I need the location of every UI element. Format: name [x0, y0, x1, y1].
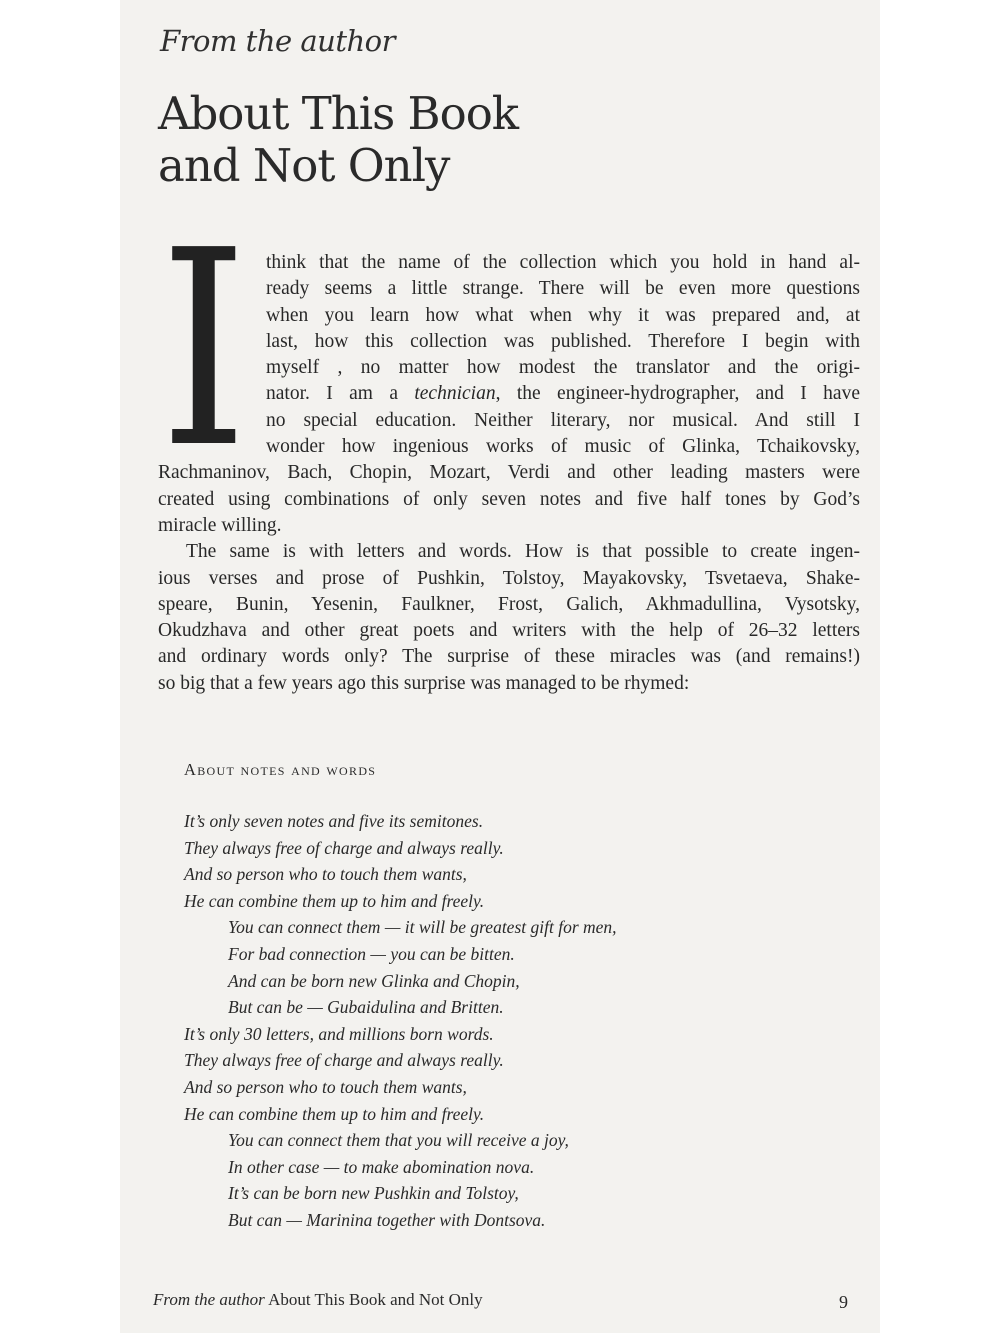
drop-cap: I — [160, 192, 248, 507]
emphasis-text: technician — [414, 383, 496, 405]
running-footer — [153, 1290, 483, 1310]
body-line: myself , no matter how modest the translator and the origi- — [266, 357, 860, 379]
body-line: miracle willing. — [158, 514, 282, 536]
poem-line: But can — Marinina together with Dontsova. — [228, 1209, 546, 1230]
body-line: Okudzhava and other great poets and writers with the help of 26–32 letters — [158, 620, 860, 642]
title-line: About This Book — [158, 87, 519, 140]
body-line: no special education. Neither literary, nor musical. And still I — [266, 409, 860, 431]
body-line: Rachmaninov, Bach, Chopin, Mozart, Verdi and other leading masters were — [158, 462, 860, 484]
footer-title: About This Book and Not Only — [268, 1290, 483, 1309]
poem-line: But can be — Gubaidulina and Britten. — [228, 997, 504, 1018]
poem-line: And so person who to touch them wants, — [184, 864, 467, 885]
body-text — [158, 250, 860, 697]
poem-line: It’s only 30 letters, and millions born words. — [184, 1023, 494, 1044]
body-segment: nator. I am a — [266, 383, 415, 405]
page-title — [158, 88, 758, 192]
poem-title: About notes and words — [184, 760, 377, 779]
body-line: when you learn how what when why it was prepared and, at — [266, 304, 860, 326]
poem-line: For bad connection — you can be bitten. — [228, 943, 515, 964]
section-kicker: From the author — [160, 24, 395, 58]
body-line: think that the name of the collection which you hold in hand al- — [266, 252, 860, 273]
title-line: and Not Only — [158, 139, 450, 192]
body-line: ready seems a little strange. There will be even more questions — [266, 278, 860, 300]
body-line — [158, 381, 860, 407]
body-line: so big that a few years ago this surprise was managed to be rhymed: — [158, 672, 690, 694]
poem-line: They always free of charge and always really. — [184, 1050, 504, 1071]
body-line: last, how this collection was published. Therefore I begin with — [266, 330, 860, 352]
poem-line: And can be born new Glinka and Chopin, — [228, 970, 520, 991]
poem-line: And so person who to touch them wants, — [184, 1076, 467, 1097]
body-segment: , the engineer-hydrographer, and I have — [495, 383, 860, 405]
body-line: ious verses and prose of Pushkin, Tolstoy, Mayakovsky, Tsvetaeva, Shake- — [158, 567, 860, 589]
poem-line: In other case — to make abomination nova. — [228, 1156, 535, 1177]
poem-line: He can combine them up to him and freely. — [184, 890, 485, 911]
body-line: and ordinary words only? The surprise of these miracles was (and remains!) — [158, 646, 860, 668]
poem-line: They always free of charge and always really. — [184, 837, 504, 858]
body-line: wonder how ingenious works of music of Glinka, Tchaikovsky, — [266, 436, 860, 458]
poem-line: You can connect them that you will receive a joy, — [228, 1130, 569, 1151]
poem-line: It’s only seven notes and five its semitones. — [184, 811, 484, 831]
poem-line: You can connect them — it will be greatest gift for men, — [228, 917, 617, 938]
poem — [184, 808, 784, 1234]
poem-line: It’s can be born new Pushkin and Tolstoy, — [228, 1183, 519, 1204]
page-number: 9 — [839, 1292, 848, 1312]
body-line: created using combinations of only seven notes and five half tones by God’s — [158, 488, 860, 510]
body-line: speare, Bunin, Yesenin, Faulkner, Frost, Galich, Akhmadullina, Vysotsky, — [158, 593, 860, 615]
body-line: The same is with letters and words. How is that possible to create ingen- — [186, 541, 860, 563]
footer-section: From the author — [153, 1290, 265, 1309]
poem-line: He can combine them up to him and freely. — [184, 1103, 485, 1124]
